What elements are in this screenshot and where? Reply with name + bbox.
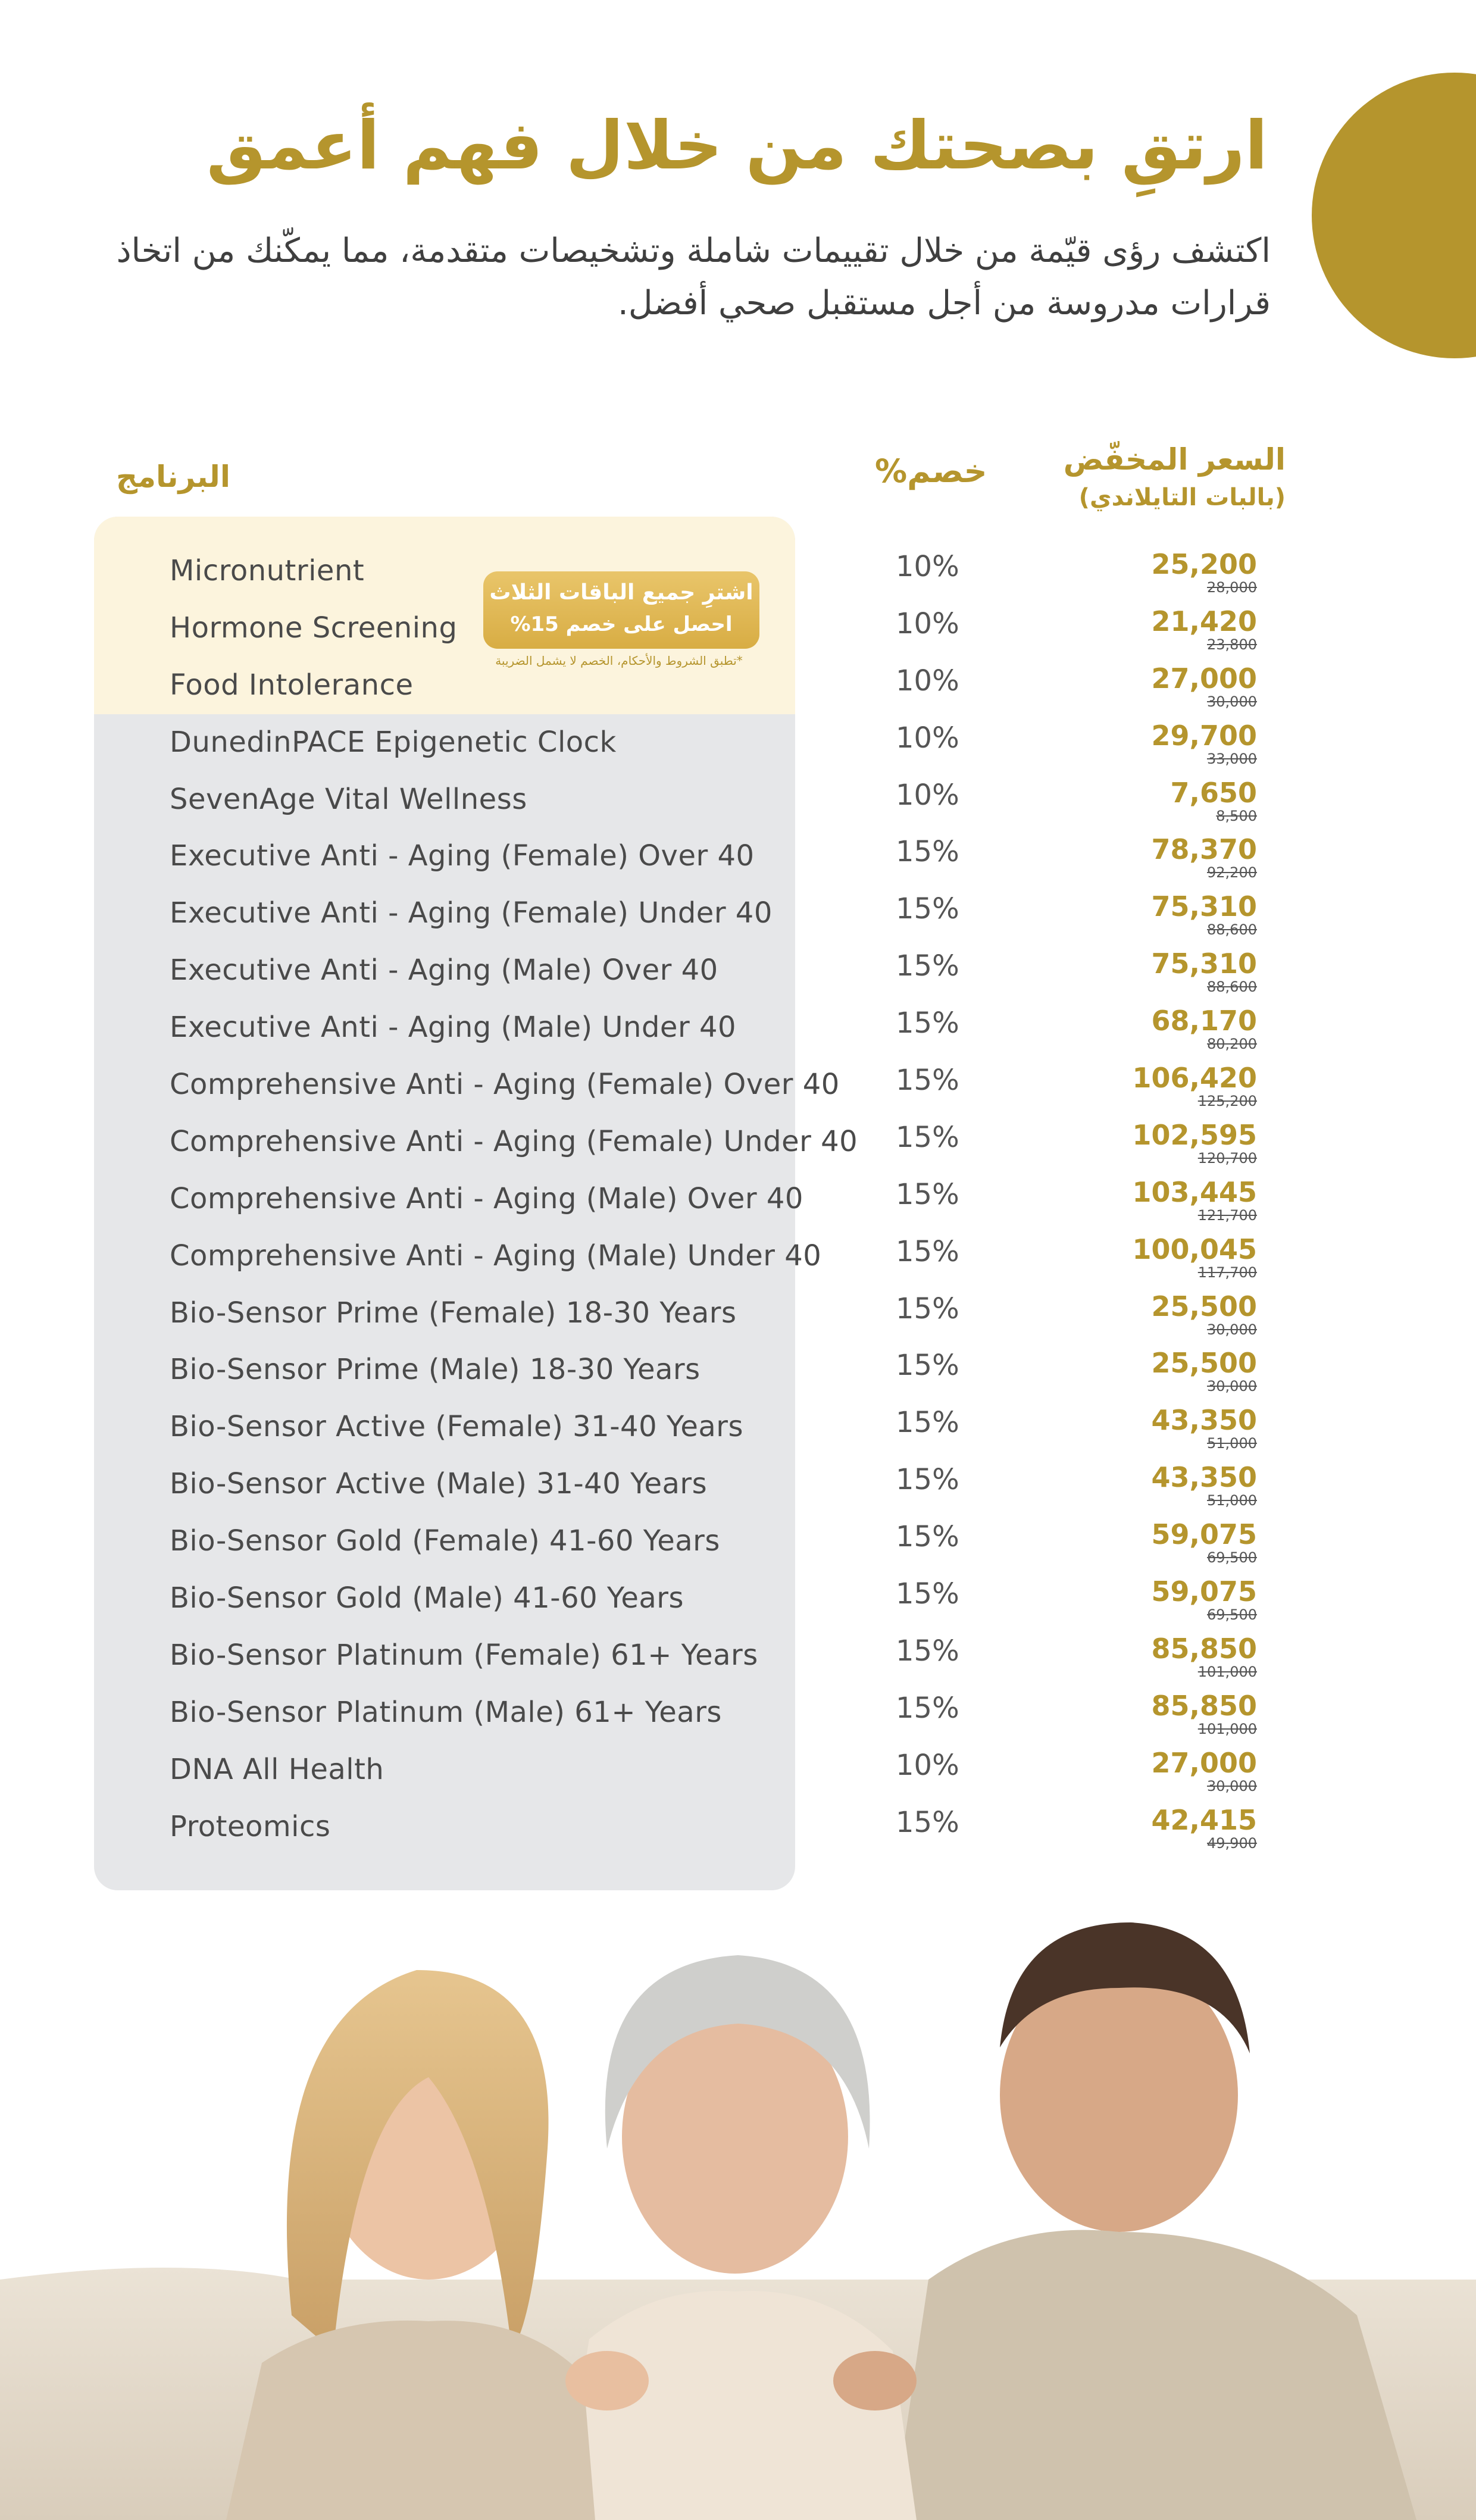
program-name: Bio-Sensor Prime (Male) 18-30 Years	[170, 1353, 701, 1387]
original-price: 92,200	[1207, 864, 1257, 881]
discounted-price: 102,595	[1132, 1118, 1257, 1151]
program-name: Executive Anti - Aging (Female) Under 40	[170, 896, 773, 930]
program-discount: 15%	[896, 1406, 959, 1440]
original-price: 23,800	[1207, 636, 1257, 653]
program-price	[1132, 663, 1257, 720]
program-name: Executive Anti - Aging (Female) Over 40	[170, 839, 755, 873]
original-price: 117,700	[1197, 1264, 1257, 1281]
program-price	[1132, 1234, 1257, 1291]
program-price	[1132, 1690, 1257, 1747]
discounted-price: 25,200	[1151, 548, 1257, 580]
discounted-price: 78,370	[1151, 833, 1257, 866]
original-price: 80,200	[1207, 1036, 1257, 1053]
column-header-price	[1064, 440, 1286, 517]
program-price	[1132, 606, 1257, 663]
program-price	[1132, 891, 1257, 948]
program-price	[1132, 1519, 1257, 1576]
column-header-discount: %خصم	[875, 452, 987, 490]
promo-terms-note: *تطبق الشروط والأحكام، الخصم لا يشمل الضريبة	[495, 654, 743, 668]
discounted-price: 29,700	[1151, 719, 1257, 752]
program-discount: 15%	[896, 1577, 959, 1611]
program-name: Bio-Sensor Prime (Female) 18-30 Years	[170, 1296, 737, 1330]
program-price	[1132, 1291, 1257, 1348]
bundle-promo-badge	[483, 571, 759, 649]
page-title: ارتقِ بصحتك من خلال فهم أعمق	[206, 107, 1268, 185]
program-price	[1132, 1177, 1257, 1234]
discounted-price: 85,850	[1151, 1632, 1257, 1665]
original-price: 101,000	[1197, 1663, 1257, 1680]
program-price	[1132, 1462, 1257, 1519]
discounted-price: 25,500	[1151, 1290, 1257, 1322]
program-discount: 15%	[896, 1006, 959, 1040]
decorative-gold-circle	[1312, 73, 1476, 358]
original-price: 88,600	[1207, 978, 1257, 996]
program-name: Bio-Sensor Active (Male) 31-40 Years	[170, 1467, 708, 1501]
discounted-price: 59,075	[1151, 1518, 1257, 1551]
program-price	[1132, 720, 1257, 777]
program-discount: 10%	[896, 1748, 959, 1782]
program-name: Micronutrient	[170, 554, 365, 587]
original-price: 69,500	[1207, 1606, 1257, 1624]
program-discount: 15%	[896, 1349, 959, 1383]
program-name: Comprehensive Anti - Aging (Male) Over 40	[170, 1181, 803, 1215]
program-price	[1132, 1805, 1257, 1862]
program-name: Comprehensive Anti - Aging (Male) Under 40	[170, 1239, 822, 1272]
column-header-price-label: السعر المخفّض	[1063, 442, 1286, 477]
program-price	[1132, 777, 1257, 834]
program-discount: 10%	[896, 550, 959, 583]
program-price	[1132, 1747, 1257, 1805]
column-header-price-currency: (بالبات التايلاندي)	[1078, 484, 1286, 511]
discounted-price: 106,420	[1132, 1062, 1257, 1095]
program-name: Bio-Sensor Gold (Female) 41-60 Years	[170, 1524, 720, 1558]
original-price: 30,000	[1207, 1777, 1257, 1794]
program-discount: 15%	[896, 1463, 959, 1497]
intro-text: اكتشف رؤى قيّمة من خلال تقييمات شاملة وتشخيصات متقدمة، مما يمكّنك من اتخاذ قرارات مدروسة من أجل مستقبل صحي أفضل.	[116, 232, 1271, 323]
program-discount: 15%	[896, 1234, 959, 1268]
program-discount: 15%	[896, 1805, 959, 1839]
program-discount: 10%	[896, 721, 959, 755]
program-name: Proteomics	[170, 1809, 331, 1843]
program-discount: 15%	[896, 892, 959, 926]
program-price	[1132, 1120, 1257, 1177]
program-name: Comprehensive Anti - Aging (Female) Under 40	[170, 1124, 858, 1158]
column-header-program: البرنامج	[116, 459, 230, 494]
original-price: 121,700	[1197, 1206, 1257, 1224]
discounted-price: 85,850	[1151, 1689, 1257, 1722]
promo-line-1: اشترِ جميع الباقات الثلاث	[489, 580, 753, 605]
program-price	[1132, 1005, 1257, 1062]
discount-list	[896, 539, 959, 1851]
program-name: Food Intolerance	[170, 668, 414, 702]
original-price: 101,000	[1197, 1720, 1257, 1737]
discounted-price: 27,000	[1151, 1746, 1257, 1779]
program-price	[1132, 1633, 1257, 1690]
program-name: Bio-Sensor Platinum (Male) 61+ Years	[170, 1695, 722, 1729]
program-discount: 15%	[896, 1177, 959, 1211]
program-discount: 15%	[896, 1064, 959, 1098]
discounted-price: 75,310	[1151, 948, 1257, 980]
program-discount: 15%	[896, 1120, 959, 1154]
program-discount: 15%	[896, 1520, 959, 1554]
discounted-price: 100,045	[1132, 1233, 1257, 1265]
original-price: 120,700	[1197, 1149, 1257, 1167]
program-discount: 15%	[896, 835, 959, 869]
original-price: 51,000	[1207, 1435, 1257, 1452]
discounted-price: 7,650	[1170, 776, 1257, 809]
original-price: 30,000	[1207, 693, 1257, 710]
program-price	[1132, 1576, 1257, 1633]
program-discount: 15%	[896, 949, 959, 983]
program-list	[170, 543, 858, 1855]
discounted-price: 68,170	[1151, 1005, 1257, 1037]
discounted-price: 43,350	[1151, 1461, 1257, 1494]
program-name: Executive Anti - Aging (Male) Over 40	[170, 953, 718, 987]
original-price: 125,200	[1197, 1093, 1257, 1110]
original-price: 69,500	[1207, 1549, 1257, 1567]
discounted-price: 43,350	[1151, 1404, 1257, 1437]
discounted-price: 27,000	[1151, 662, 1257, 695]
original-price: 28,000	[1207, 579, 1257, 596]
program-discount: 10%	[896, 778, 959, 812]
program-discount: 15%	[896, 1634, 959, 1668]
program-discount: 10%	[896, 664, 959, 698]
program-name: Comprehensive Anti - Aging (Female) Over 40	[170, 1068, 840, 1102]
program-price	[1132, 1347, 1257, 1405]
program-discount: 15%	[896, 1691, 959, 1725]
discounted-price: 59,075	[1151, 1575, 1257, 1608]
program-price	[1132, 834, 1257, 891]
original-price: 30,000	[1207, 1378, 1257, 1395]
program-name: DNA All Health	[170, 1752, 384, 1786]
discounted-price: 75,310	[1151, 890, 1257, 923]
original-price: 51,000	[1207, 1492, 1257, 1509]
discounted-price: 103,445	[1132, 1175, 1257, 1208]
program-discount: 15%	[896, 1292, 959, 1325]
program-discount: 10%	[896, 606, 959, 640]
original-price: 30,000	[1207, 1321, 1257, 1338]
discounted-price: 25,500	[1151, 1347, 1257, 1380]
discounted-price: 42,415	[1151, 1803, 1257, 1836]
program-price	[1132, 549, 1257, 606]
program-name: Executive Anti - Aging (Male) Under 40	[170, 1011, 737, 1045]
program-name: Bio-Sensor Platinum (Female) 61+ Years	[170, 1638, 758, 1672]
original-price: 49,900	[1207, 1834, 1257, 1852]
program-name: Bio-Sensor Active (Female) 31-40 Years	[170, 1410, 743, 1444]
family-photo	[0, 1899, 1476, 2520]
program-name: SevenAge Vital Wellness	[170, 782, 527, 816]
program-price	[1132, 1405, 1257, 1462]
program-name: DunedinPACE Epigenetic Clock	[170, 725, 617, 759]
original-price: 8,500	[1216, 807, 1257, 824]
original-price: 88,600	[1207, 921, 1257, 939]
program-price	[1132, 1062, 1257, 1120]
program-name: Bio-Sensor Gold (Male) 41-60 Years	[170, 1581, 684, 1615]
price-list	[1132, 549, 1257, 1861]
discounted-price: 21,420	[1151, 605, 1257, 637]
program-name: Hormone Screening	[170, 611, 458, 645]
program-price	[1132, 948, 1257, 1005]
original-price: 33,000	[1207, 750, 1257, 767]
promo-line-2: احصل على خصم 15%	[510, 612, 733, 636]
